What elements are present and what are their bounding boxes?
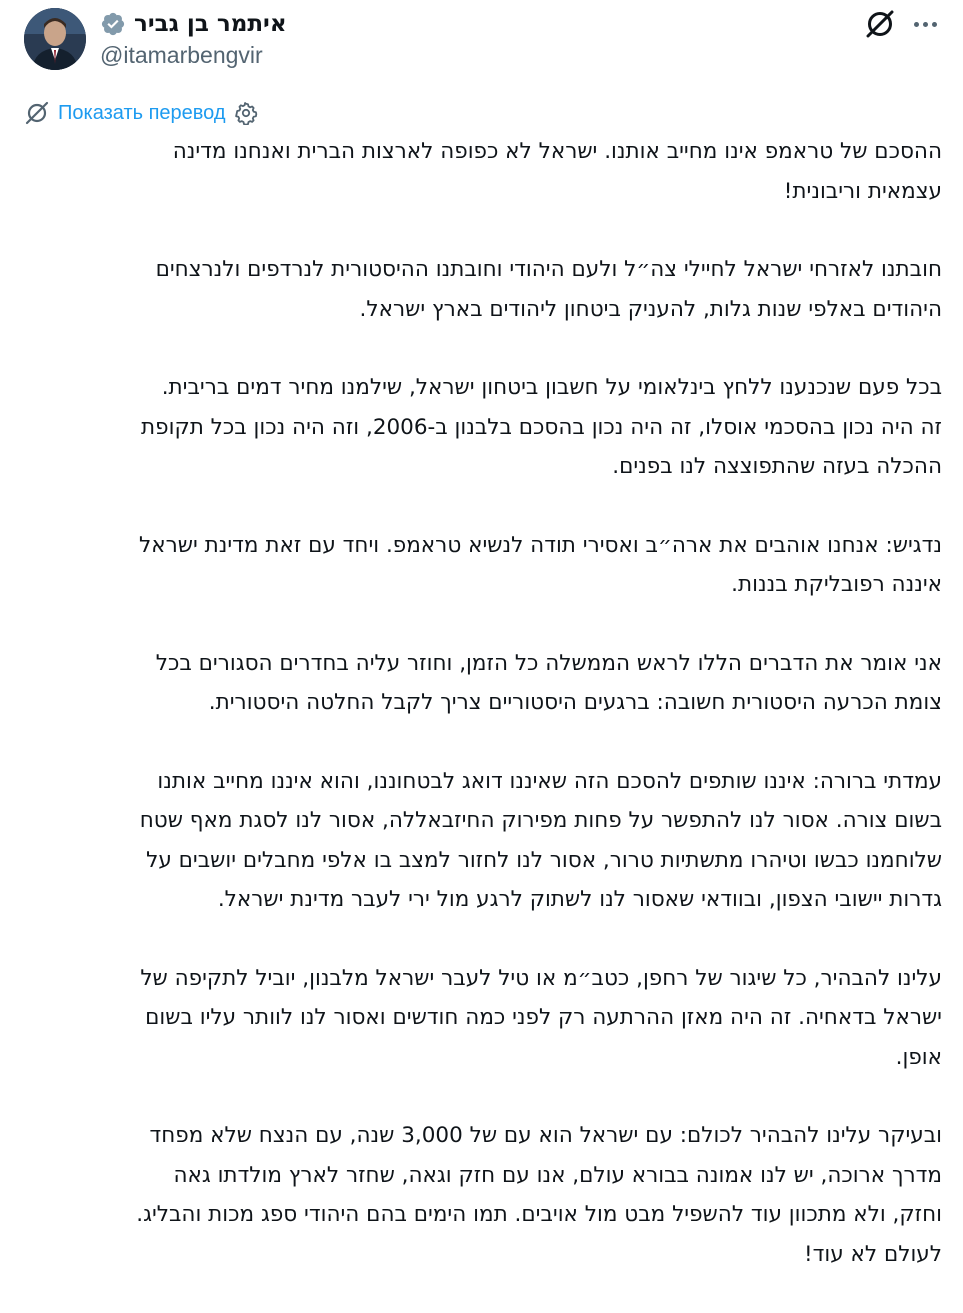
author-name-row [100,8,287,40]
author-display-name[interactable]: איתמר בן גביר [134,11,287,37]
tweet-line: ובעיקר עלינו להבהיר לכולם: עם ישראל הוא עם של 3,000 שנה, עם הנצח שלא מפחד [149,1123,942,1148]
tweet-line: עלינו להבהיר, כל שיגור של רחפן, כטב״מ או טיל לעבר ישראל מלבנון, יוביל לתקיפה של [140,965,942,991]
tweet-line: שלוחמנו כבשו וטיהרו מתשתיות טרור, אסור לנו לחזור למצב בו אלפי מחבלים יושבים על [146,847,942,873]
tweet-line: וחזק, ולא מתכוון עוד להשפיל מבט מול אויבים. תמו הימים בהם היהודי ספג מכות והבליג. [136,1202,942,1227]
more-dot-icon [932,22,937,27]
tweet-line: חובתנו לאזרחי ישראל לחיילי צה״ל ולעם היהודי וחובתנו ההיסטורית לנרדפים ולנרצחים [155,257,942,282]
more-dot-icon [914,22,919,27]
more-dot-icon [923,22,928,27]
translate-row [24,98,258,128]
more-options-icon[interactable] [908,10,942,38]
settings-gear-icon[interactable] [234,101,258,125]
tweet-paragraph [20,644,942,723]
tweet-line: זה היה נכון בהסכמי אוסלו, זה היה נכון בהסכם בלבנון ב-2006, וזה היה נכון בכל תקופת [141,414,942,440]
tweet-line: ההכלה בעזה שהתפוצצה לנו בפנים. [612,454,942,479]
tweet-line: מדרך ארוכה, יש לנו אמונה בבורא עולם, אנו עם חזק וגאה, שחזר לארץ מולדתו גאה [173,1162,942,1188]
tweet-line: איננה רפובליקת בננות. [731,572,942,597]
tweet-paragraph [20,250,942,329]
tweet-line: ישראל בדאחיה. זה היה מאזן ההרתעה רק לפני כמה חודשים ואסור לנו לוותר עליו בשום [145,1005,942,1030]
tweet-line: היהודים באלפי שנות גלות, להעניק ביטחון ליהודים בארץ ישראל. [359,296,942,322]
tweet-line: ההסכם של טראמפ אינו מחייב אותנו. ישראל לא כפופה לארצות הברית ואנחנו מדינה [172,139,942,164]
author-handle[interactable]: @itamarbengvir [100,42,263,68]
show-translation-link[interactable]: Показать перевод [58,101,226,124]
grok-icon[interactable] [862,6,898,42]
tweet-line: צומת הכרעה היסטורית חשובה: ברגעים היסטוריים צריך לקבל החלטה היסטורית. [208,690,942,715]
tweet-paragraph [20,1116,942,1274]
tweet-text [20,132,942,1313]
tweet-line: נדגיש: אנחנו אוהבים את ארה״ב ואסירי תודה לנשיא טראמפ. ויחד עם זאת מדינת ישראל [139,532,942,558]
tweet-paragraph [20,368,942,487]
tweet-line: עמדתי ברורה: איננו שותפים להסכם הזה שאיננו דואג לבטחוננו, והוא איננו מחייב אותנו [157,768,942,794]
tweet-line: עצמאית וריבונית! [783,178,942,204]
tweet-header [0,0,963,90]
tweet-line: אופן. [895,1044,942,1070]
translate-icon[interactable] [24,100,50,126]
author-avatar[interactable] [24,8,86,70]
tweet-paragraph [20,959,942,1078]
tweet-line: בשום צורה. אסור לנו להתפשר על פחות מפירוק החיזבאללה, אסור לנו לסגת מאף שטח [139,808,942,833]
tweet-paragraph [20,526,942,605]
tweet-line: בכל פעם שנכנענו ללחץ בינלאומי על חשבון ביטחון ישראל, שילמנו מחיר דמים בריבית. [161,375,942,400]
verified-badge-icon [100,11,126,37]
tweet-paragraph [20,132,942,211]
tweet-line: גדרות יישובי הצפון, ובוודאי שאסור לנו לשתוק לרגע מול ירי לעבר מדינת ישראל. [217,887,942,912]
tweet-line: לעולם לא עוד! [804,1241,942,1267]
tweet-paragraph [20,762,942,920]
tweet-line: אני אומר את הדברים הללו לראש הממשלה כל הזמן, וחוזר עליה בחדרים הסגורים בכל [155,650,942,676]
